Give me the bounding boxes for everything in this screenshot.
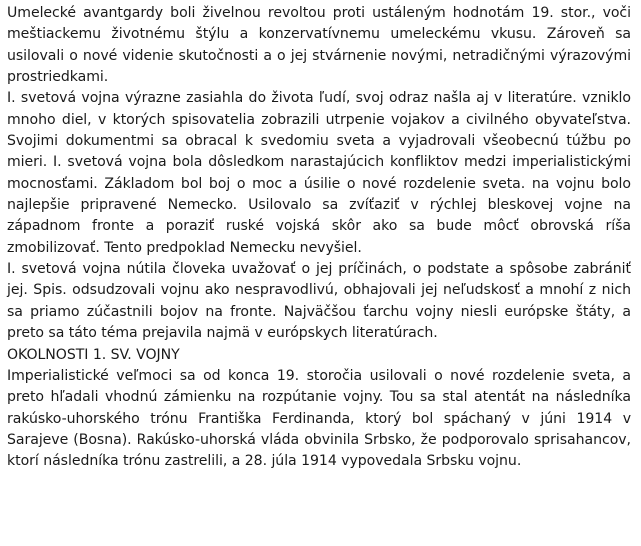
paragraph-avantgardy: Umelecké avantgardy boli živelnou revoltou proti ustáleným hodnotám 19. stor., voči meštiackemu životnému štýlu a konzervatívnemu umeleckému vkusu. Zároveň sa usilovali o nové videnie skutočnosti a o jej stvárnenie novými, netradičnými výrazovými prostriedkami.	[7, 5, 631, 86]
paragraph-world-war-impact: I. svetová vojna výrazne zasiahla do života ľudí, svoj odraz našla aj v literatúre. vzniklo mnoho diel, v ktorých spisovatelia zobrazili utrpenie vojakov a civilného obyvateľstva. Svojimi dokumentmi sa obracal k svedomiu sveta a vyjadrovali všeobecnú túžbu po mieri. I. svetová vojna bola dôsledkom narastajúcich konfliktov medzi imperialistickými mocnosťami. Základom bol boj o moc a úsilie o nové rozdelenie sveta. na vojnu bolo najlepšie pripravené Nemecko. Usilovalo sa zvíťaziť v rýchlej bleskovej vojne na západnom fronte a poraziť ruské vojská skôr ako sa bude môcť obrovská ríša zmobilizovať. Tento predpoklad Nemecku nevyšiel.	[7, 90, 631, 256]
paragraph-war-circumstances: Imperialistické veľmoci sa od konca 19. storočia usilovali o nové rozdelenie sveta, a preto hľadali vhodnú zámienku na rozpútanie vojny. Tou sa stal atentát na následníka rakúsko-uhorského trónu Františka Ferdinanda, ktorý bol spáchaný v júni 1914 v Sarajeve (Bosna). Rakúsko-uhorská vláda obvinila Srbsko, že podporovalo sprisahancov, ktorí následníka trónu zastrelili, a 28. júla 1914 vypovedala Srbsku vojnu.	[7, 367, 631, 470]
section-heading: OKOLNOSTI 1. SV. VOJNY	[7, 346, 180, 363]
paragraph-war-reflection: I. svetová vojna nútila človeka uvažovať o jej príčinách, o podstate a spôsobe zabrániť jej. Spis. odsudzovali vojnu ako nespravodlivú, obhajovali jej neľudskosť a mnohí z nich sa priamo zúčastnili bojov na fronte. Najväčšou ťarchu vojny niesli európske štáty, a preto sa táto téma prejavila najmä v európskych literatúrach.	[7, 261, 631, 342]
